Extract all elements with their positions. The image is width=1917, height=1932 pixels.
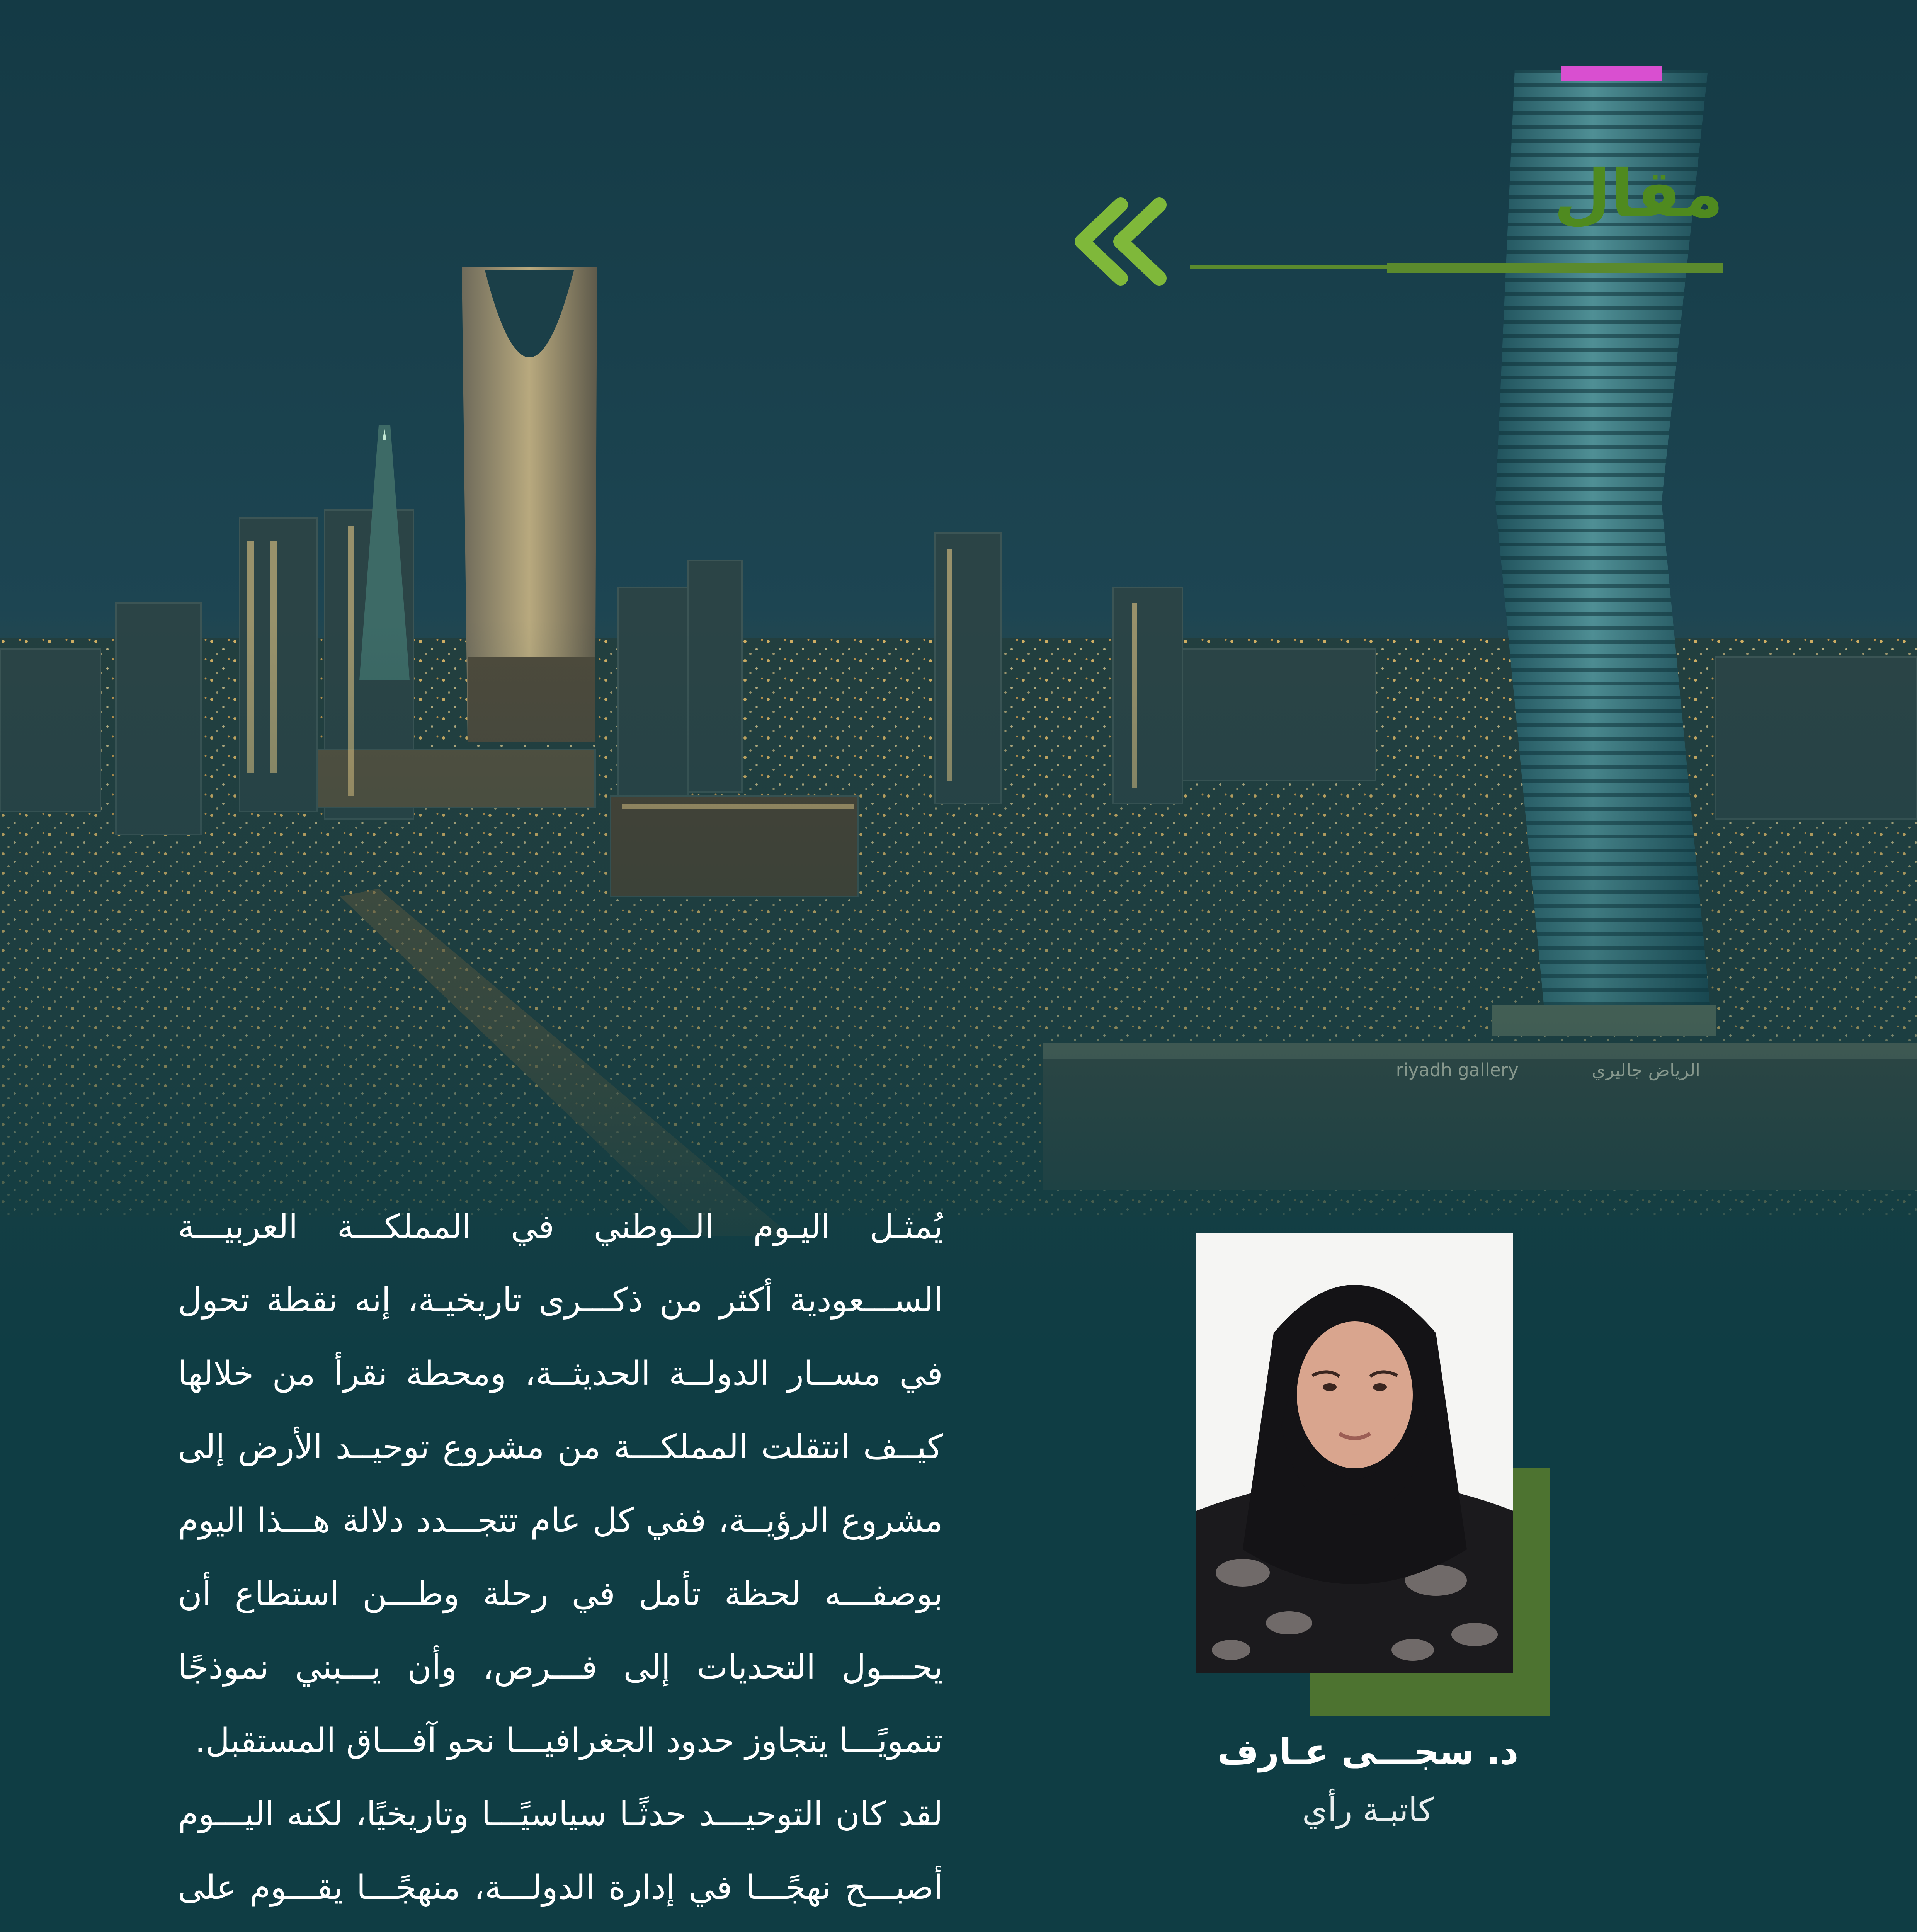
section-label: مقال (1554, 156, 1723, 232)
author-role: كاتبـة رأي (1302, 1791, 1434, 1829)
section-tag (1067, 155, 1723, 294)
double-chevron-left-icon (1067, 197, 1167, 286)
author-name: د. سجـــى عـارف (1217, 1731, 1519, 1772)
author-photo (1196, 1233, 1513, 1673)
author-block (1179, 1229, 1557, 1866)
body-paragraph: يُمثـل اليـوم الــوطني في المملكـــة العربيـــة الســـعودية أكثر من ذكـــرى تاريخيـة، إنه نقطة تحول في مســار الدولــة الحديثــة، ومحطة نقرأ من خلالها كيــف انتقلت المملكـــة من مشروع توحيــد الأرض إلى مشروع الرؤيــة، ففي كل عام تتجـــدد دلالة هـــذا اليوم بوصفـــه لحظة تأمل في رحلة وطـــن استطاع أن يحـــول التحديات إلى فـــرص، وأن يـــبني نموذجًا تنمويًـــا يتجاوز حدود الجغرافيـــا نحو آفـــاق المستقبل. (178, 1208, 943, 1760)
body-paragraph: لقد كان التوحيـــد حدثًـا سياسيًـــا وتاريخيًا، لكنه اليـــوم أصبـــح نهجًـــا في إدارة الدولـــة، منهجًـــا يقـــوم على (178, 1795, 943, 1907)
article-body (178, 1190, 943, 1932)
section-rule-accent (1387, 263, 1723, 273)
